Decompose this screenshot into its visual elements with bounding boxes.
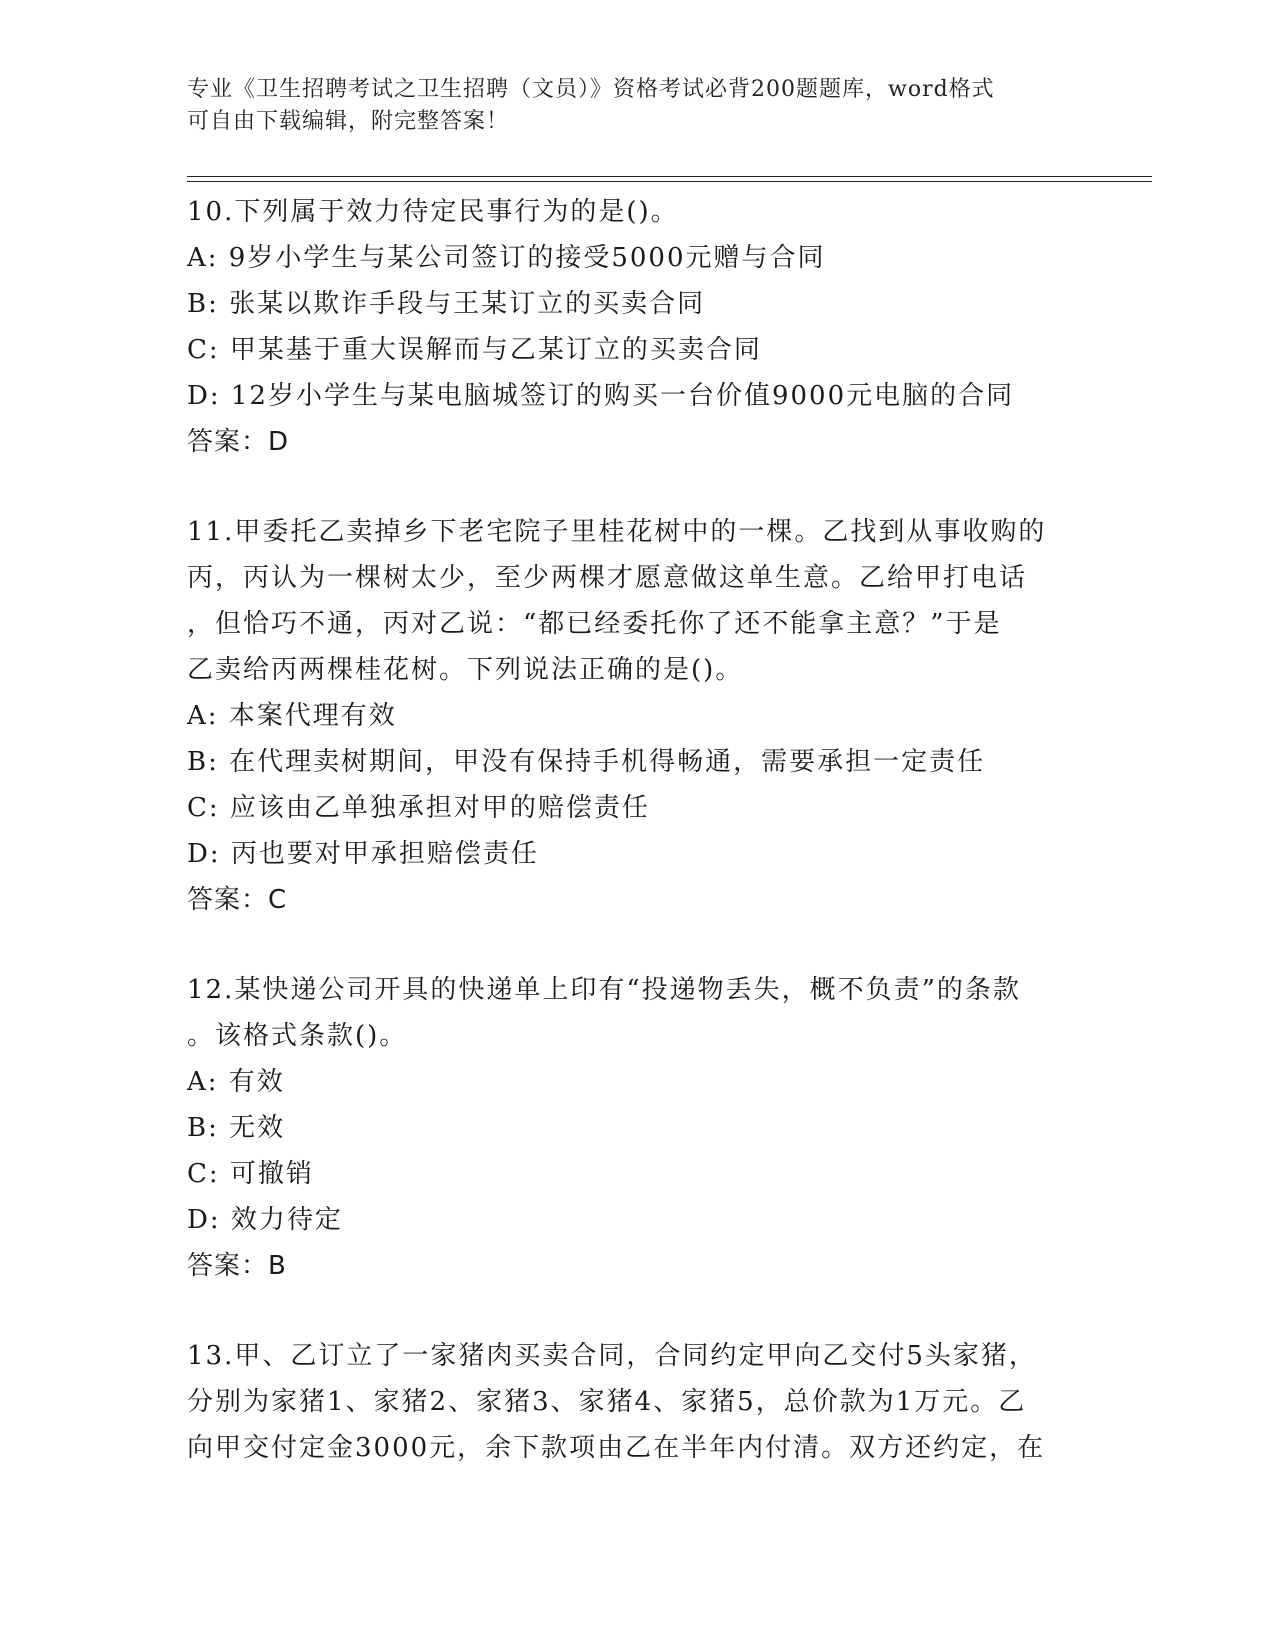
question-text-line: 11.甲委托乙卖掉乡下老宅院子里桂花树中的一棵。乙找到从事收购的 — [187, 517, 1047, 547]
header-divider-bottom — [187, 181, 1152, 182]
question-text-line: 向甲交付定金3000元，余下款项由乙在半年内付清。双方还约定，在 — [187, 1433, 1046, 1463]
header-line-1: 专业《卫生招聘考试之卫生招聘（文员）》资格考试必背200题题库，word格式 — [187, 77, 995, 102]
question-text-line: 乙卖给丙两棵桂花树。下列说法正确的是()。 — [187, 655, 744, 685]
option-d: D: 丙也要对甲承担赔偿责任 — [187, 839, 539, 869]
option-c: C: 甲某基于重大误解而与乙某订立的买卖合同 — [187, 335, 762, 365]
document-header — [187, 74, 1087, 138]
option-c: C: 可撤销 — [187, 1159, 314, 1189]
option-b: B: 在代理卖树期间，甲没有保持手机得畅通，需要承担一定责任 — [187, 747, 986, 777]
question-13 — [187, 1333, 1087, 1471]
option-b: B: 无效 — [187, 1113, 286, 1143]
option-d: D: 效力待定 — [187, 1205, 343, 1235]
answer-text: 答案：B — [187, 1251, 287, 1281]
question-12 — [187, 967, 1087, 1289]
answer-text: 答案：D — [187, 427, 290, 457]
question-text-line: 10.下列属于效力待定民事行为的是()。 — [187, 197, 679, 227]
question-list — [187, 189, 1087, 1471]
question-text-line: 12.某快递公司开具的快递单上印有“投递物丢失，概不负责”的条款 — [187, 975, 1021, 1005]
question-text-line: ，但恰巧不通，丙对乙说：“都已经委托你了还不能拿主意？”于是 — [187, 609, 1002, 639]
question-text-line: 。该格式条款()。 — [187, 1021, 408, 1051]
question-11 — [187, 509, 1087, 923]
option-a: A: 本案代理有效 — [187, 701, 397, 731]
question-text-line: 分别为家猪1、家猪2、家猪3、家猪4、家猪5，总价款为1万元。乙 — [187, 1387, 1027, 1417]
option-b: B: 张某以欺诈手段与王某订立的买卖合同 — [187, 289, 706, 319]
question-text-line: 13.甲、乙订立了一家猪肉买卖合同，合同约定甲向乙交付5头家猪， — [187, 1341, 1037, 1371]
option-d: D: 12岁小学生与某电脑城签订的购买一台价值9000元电脑的合同 — [187, 381, 1015, 411]
header-divider-top — [187, 176, 1152, 177]
option-a: A: 9岁小学生与某公司签订的接受5000元赠与合同 — [187, 243, 826, 273]
option-a: A: 有效 — [187, 1067, 285, 1097]
question-10 — [187, 189, 1087, 465]
question-text-line: 丙，丙认为一棵树太少，至少两棵才愿意做这单生意。乙给甲打电话 — [187, 563, 1028, 593]
answer-text: 答案：C — [187, 885, 288, 915]
option-c: C: 应该由乙单独承担对甲的赔偿责任 — [187, 793, 650, 823]
header-line-2: 可自由下载编辑，附完整答案！ — [187, 109, 510, 134]
